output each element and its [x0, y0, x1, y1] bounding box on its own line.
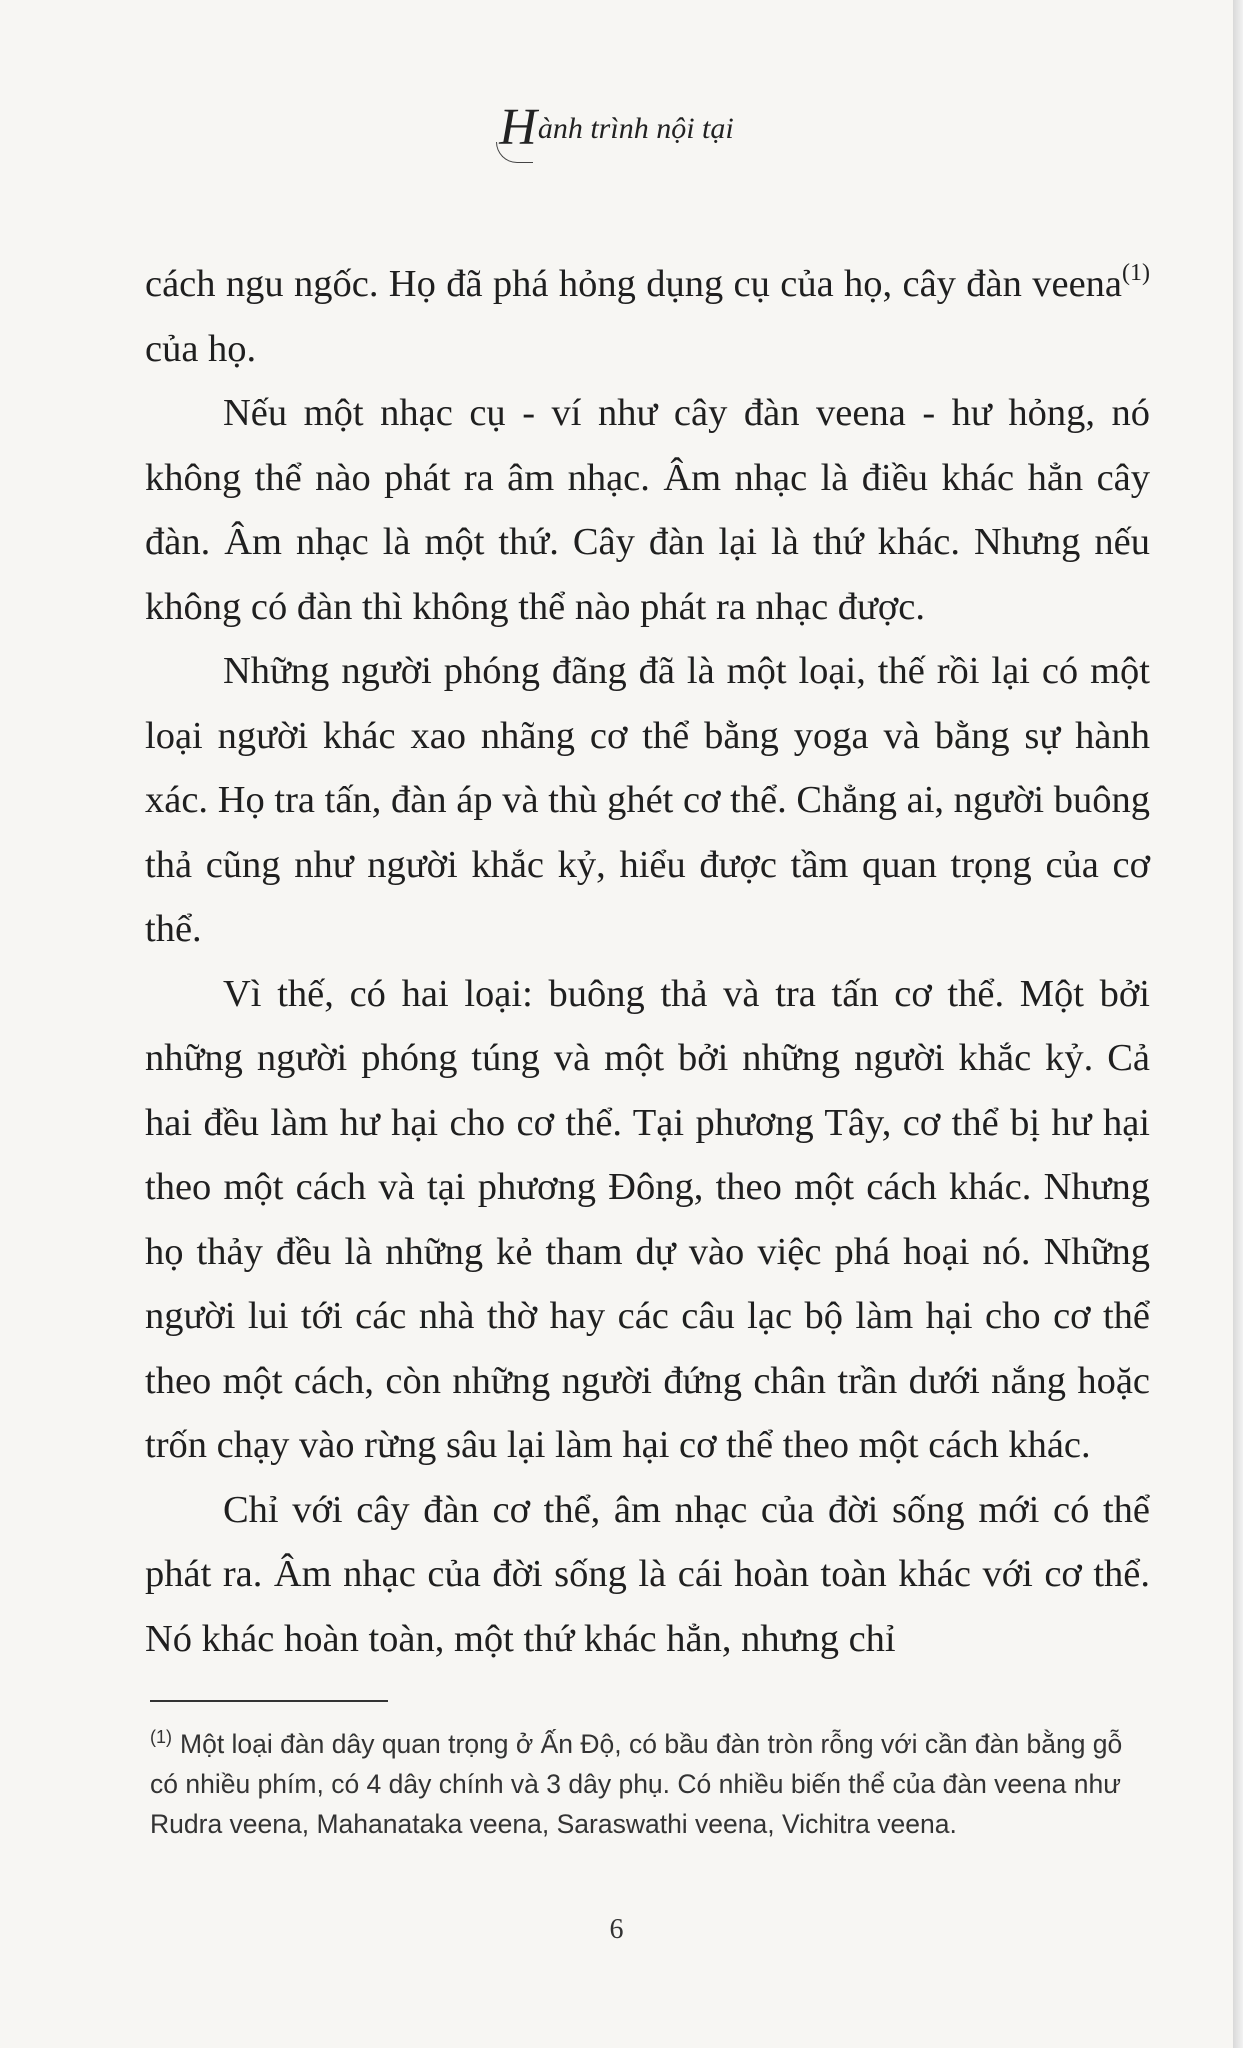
body-text — [145, 252, 1150, 1671]
footnote-text: Một loại đàn dây quan trọng ở Ấn Độ, có bầu đàn tròn rỗng với cần đàn bằng gỗ có nhiều phím, có 4 dây chính và 3 dây phụ. Có nhiều biến thể của đàn veena như Rudra veena, Mahanataka veena, Saraswathi veena, Vichitra veena. — [150, 1729, 1123, 1839]
paragraph-1 — [145, 252, 1150, 381]
header-dropcap: H — [499, 99, 537, 156]
footnote-divider — [150, 1700, 388, 1702]
header-title: ành trình nội tại — [537, 112, 734, 145]
paragraph-2: Nếu một nhạc cụ - ví như cây đàn veena - hư hỏng, nó không thể nào phát ra âm nhạc. Âm nhạc là điều khác hẳn cây đàn. Âm nhạc là một thứ. Cây đàn lại là thứ khác. Nhưng nếu không có đàn thì không thể nào phát ra nhạc được. — [145, 392, 1150, 628]
footnote — [150, 1724, 1146, 1844]
paragraph-4: Vì thế, có hai loại: buông thả và tra tấn cơ thể. Một bởi những người phóng túng và một bởi những người khắc kỷ. Cả hai đều làm hư hại cho cơ thể. Tại phương Tây, cơ thể bị hư hại theo một cách và tại phương Đông, theo một cách khác. Nhưng họ thảy đều là những kẻ tham dự vào việc phá hoại nó. Những người lui tới các nhà thờ hay các câu lạc bộ làm hại cho cơ thể theo một cách, còn những người đứng chân trần dưới nắng hoặc trốn chạy vào rừng sâu lại làm hại cơ thể theo một cách khác. — [145, 972, 1150, 1466]
paragraph-3: Những người phóng đãng đã là một loại, thế rồi lại có một loại người khác xao nhãng cơ thể bằng yoga và bằng sự hành xác. Họ tra tấn, đàn áp và thù ghét cơ thể. Chẳng ai, người buông thả cũng như người khắc kỷ, hiểu được tầm quan trọng của cơ thể. — [145, 650, 1150, 950]
page-edge — [1233, 0, 1243, 2048]
paragraph-5: Chỉ với cây đàn cơ thể, âm nhạc của đời sống mới có thể phát ra. Âm nhạc của đời sống là cái hoàn toàn khác với cơ thể. Nó khác hoàn toàn, một thứ khác hẳn, nhưng chỉ — [145, 1488, 1150, 1660]
paragraph-1-tail: của họ. — [145, 327, 257, 370]
page-number: 6 — [609, 1914, 624, 1945]
footnote-reference: (1) — [1122, 260, 1150, 286]
header-flourish — [496, 142, 533, 163]
paragraph-1-text: cách ngu ngốc. Họ đã phá hỏng dụng cụ của họ, cây đàn veena — [145, 263, 1123, 305]
footnote-marker: (1) — [150, 1727, 172, 1747]
running-header — [0, 98, 1233, 157]
